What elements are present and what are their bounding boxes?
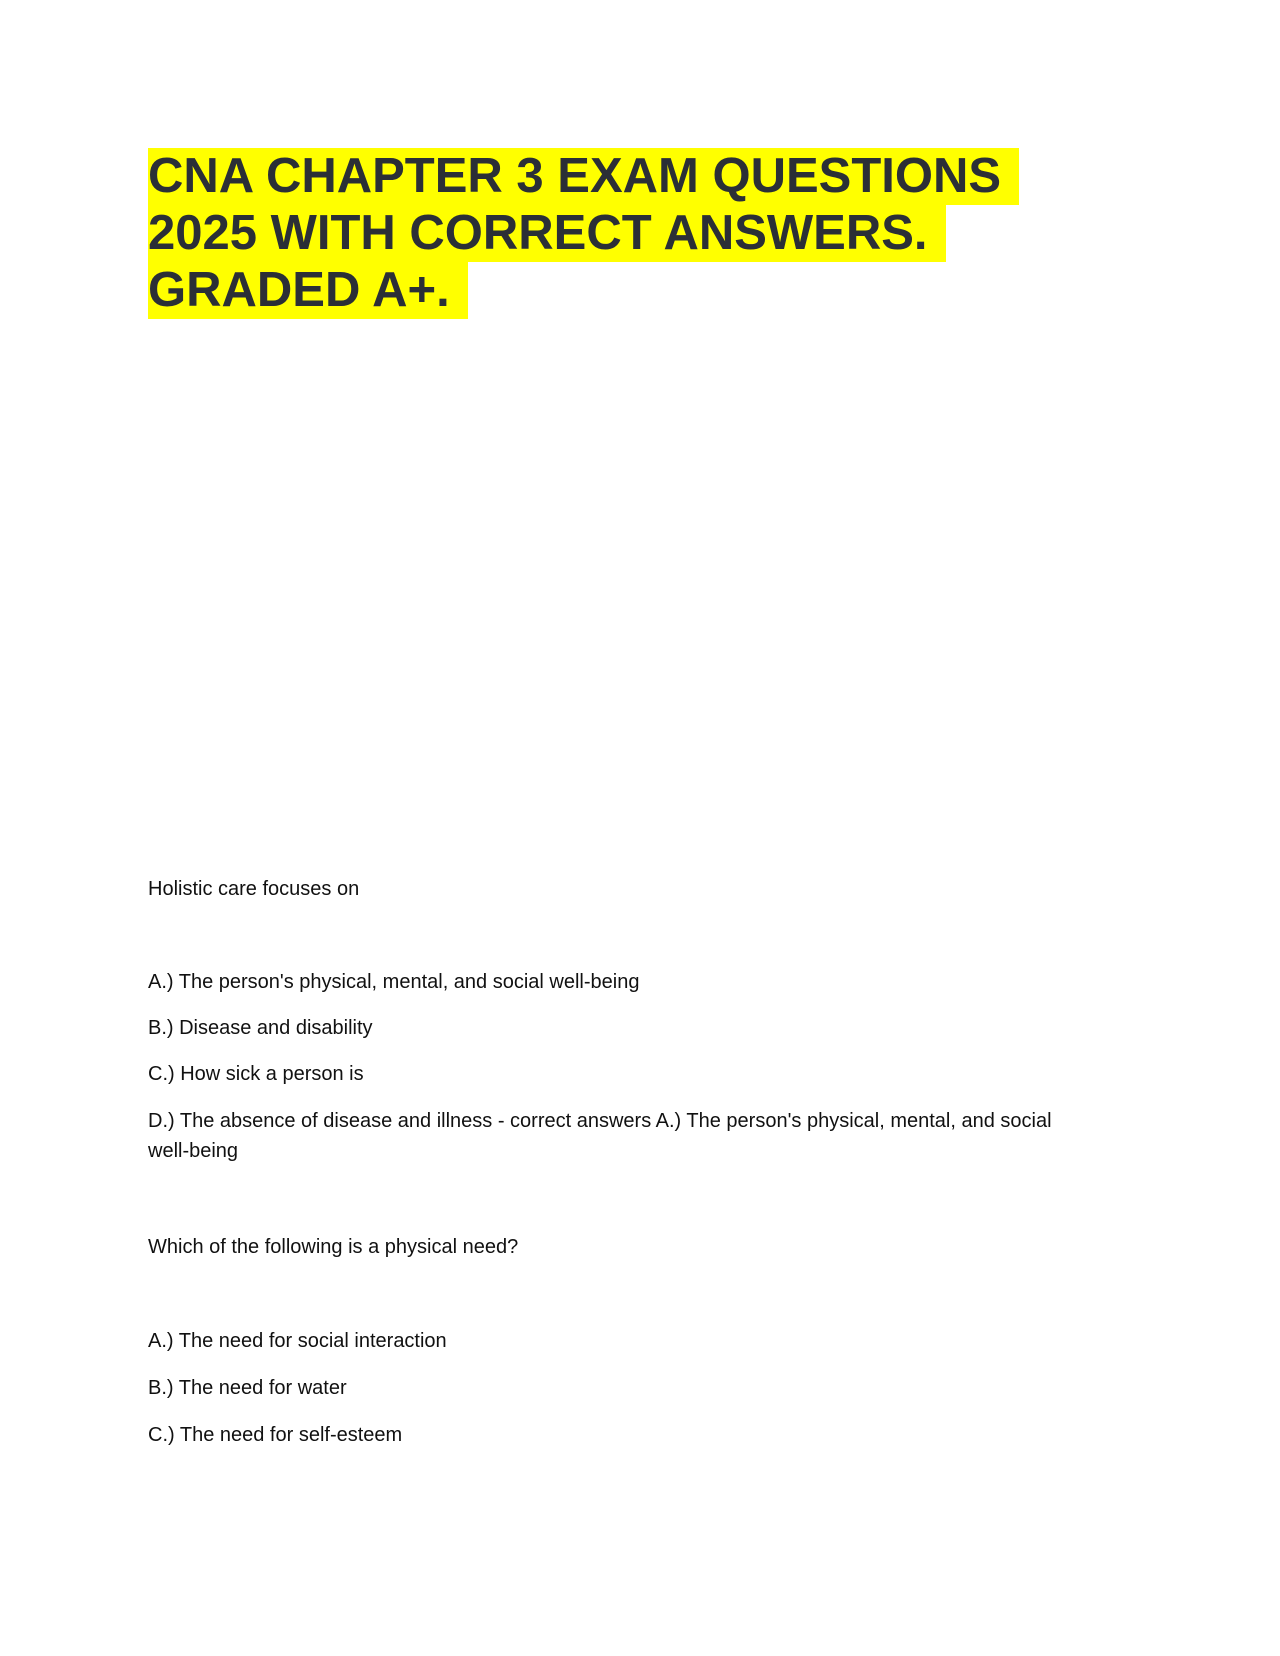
question-1-option-d: D.) The absence of disease and illness - correct answers A.) The person's physical, mental, and social well-being xyxy=(148,1110,1052,1162)
question-1-option-a: A.) The person's physical, mental, and social well-being xyxy=(148,971,640,993)
question-1-prompt: Holistic care focuses on xyxy=(148,878,360,900)
question-2-option-c: C.) The need for self-esteem xyxy=(148,1424,403,1446)
question-1-option-b: B.) Disease and disability xyxy=(148,1017,373,1039)
question-2-prompt: Which of the following is a physical need? xyxy=(148,1236,519,1258)
question-1-option-c: C.) How sick a person is xyxy=(148,1063,364,1085)
title-line-1: CNA CHAPTER 3 EXAM QUESTIONS xyxy=(148,148,1019,205)
question-2-option-b: B.) The need for water xyxy=(148,1377,347,1399)
title-line-3: GRADED A+. xyxy=(148,262,468,319)
document-title xyxy=(148,148,1068,319)
question-2-option-a: A.) The need for social interaction xyxy=(148,1330,447,1352)
title-line-2: 2025 WITH CORRECT ANSWERS. xyxy=(148,205,946,262)
